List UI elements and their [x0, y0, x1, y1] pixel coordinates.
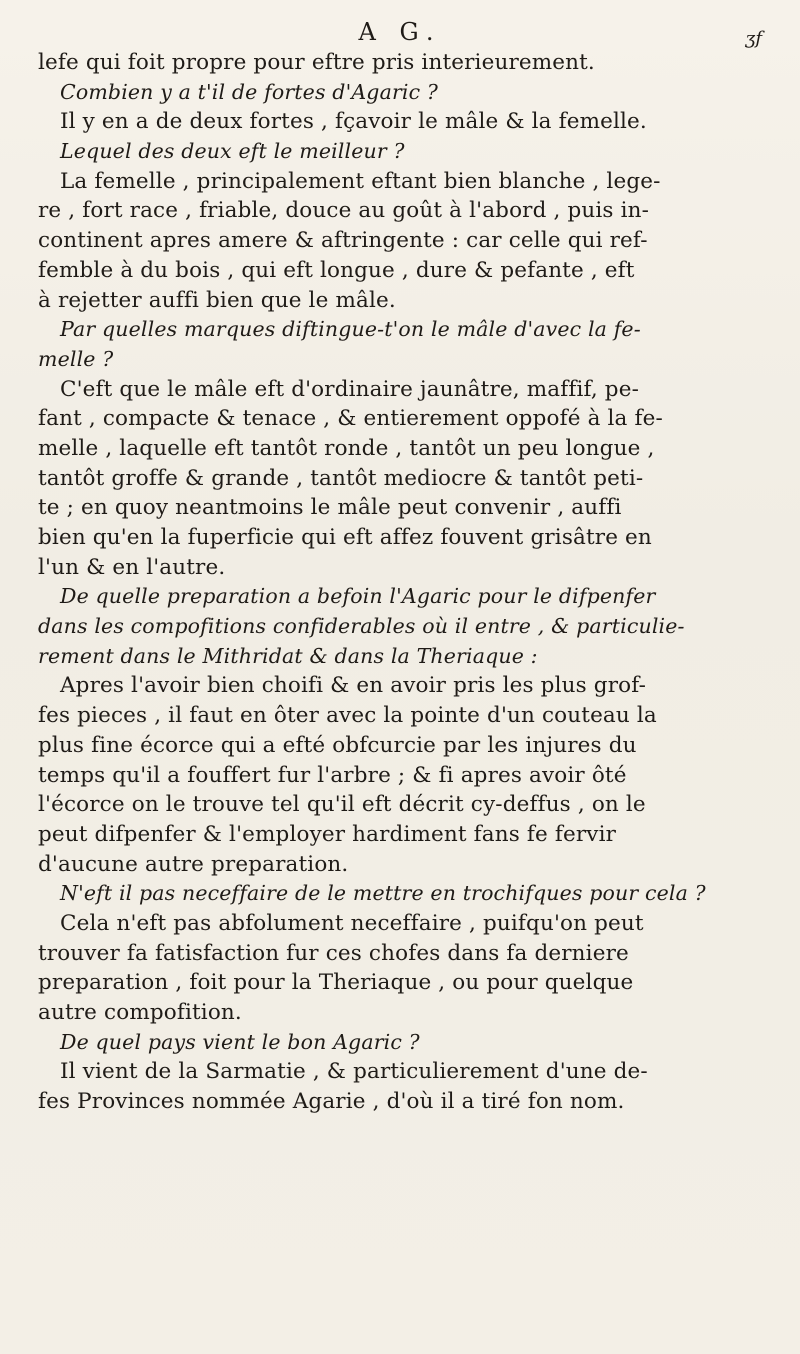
- text-line: lefe qui foit propre pour eftre pris interieurement.: [38, 50, 595, 75]
- question-line: Combien y a t'il de fortes d'Agaric ?: [60, 79, 439, 104]
- text-line: C'eft que le mâle eft d'ordinaire jaunâtre, maffif, pe-: [60, 376, 639, 402]
- text-line: peut difpenfer & l'employer hardiment fans fe fervir: [38, 821, 617, 847]
- question-line: N'eft il pas neceffaire de le mettre en trochifques pour cela ?: [60, 881, 706, 906]
- text-line: continent apres amere & aftringente : car celle qui ref-: [38, 228, 648, 254]
- text-line: fes Provinces nommée Agarie , d'où il a tiré fon nom.: [38, 1089, 625, 1115]
- question-line: dans les compofitions confiderables où il entre , & particulie-: [38, 614, 685, 639]
- question-line: De quelle preparation a befoin l'Agaric pour le difpenfer: [60, 584, 656, 609]
- text-line: d'aucune autre preparation.: [38, 851, 349, 877]
- running-head: A G.: [358, 18, 442, 46]
- text-line: te ; en quoy neantmoins le mâle peut convenir , auffi: [38, 495, 622, 521]
- text-line: fant , compacte & tenace , & entierement oppofé à la fe-: [38, 406, 663, 432]
- text-line: Cela n'eft pas abfolument neceffaire , puifqu'on peut: [60, 910, 644, 936]
- text-line: temps qu'il a fouffert fur l'arbre ; & fi apres avoir ôté: [38, 762, 627, 788]
- text-line: l'un & en l'autre.: [38, 554, 226, 580]
- text-line: plus fine écorce qui a efté obfcurcie par les injures du: [38, 732, 637, 758]
- text-line: à rejetter auffi bien que le mâle.: [38, 287, 396, 313]
- text-line: trouver fa fatisfaction fur ces chofes dans fa derniere: [38, 940, 629, 966]
- text-line: La femelle , principalement eftant bien blanche , lege-: [60, 168, 661, 194]
- question-line: Par quelles marques diftingue-t'on le mâle d'avec la fe-: [60, 317, 641, 342]
- folio-mark: ʒf: [745, 28, 762, 49]
- text-line: Apres l'avoir bien choifi & en avoir pris les plus grof-: [60, 673, 646, 699]
- text-line: fes pieces , il faut en ôter avec la pointe d'un couteau la: [38, 703, 657, 729]
- question-line: rement dans le Mithridat & dans la Theriaque :: [38, 643, 538, 668]
- text-line: melle , laquelle eft tantôt ronde , tantôt un peu longue ,: [38, 435, 655, 461]
- body-text: [38, 48, 778, 1117]
- text-line: preparation , foit pour la Theriaque , ou pour quelque: [38, 970, 634, 996]
- text-line: Il vient de la Sarmatie , & particulierement d'une de-: [60, 1059, 648, 1085]
- text-line: autre compofition.: [38, 1000, 242, 1025]
- text-line: Il y en a de deux fortes , fçavoir le mâle & la femelle.: [60, 109, 647, 135]
- text-line: bien qu'en la fuperficie qui eft affez fouvent grisâtre en: [38, 525, 652, 550]
- question-line: Lequel des deux eft le meilleur ?: [60, 139, 405, 164]
- question-line: De quel pays vient le bon Agaric ?: [60, 1029, 420, 1054]
- text-line: l'écorce on le trouve tel qu'il eft décrit cy-deffus , on le: [38, 792, 646, 818]
- text-line: re , fort race , friable, douce au goût à l'abord , puis in-: [38, 198, 650, 224]
- text-line: tantôt groffe & grande , tantôt mediocre & tantôt peti-: [38, 465, 644, 491]
- text-line: femble à du bois , qui eft longue , dure & pefante , eft: [38, 257, 635, 283]
- question-line: melle ?: [38, 346, 114, 371]
